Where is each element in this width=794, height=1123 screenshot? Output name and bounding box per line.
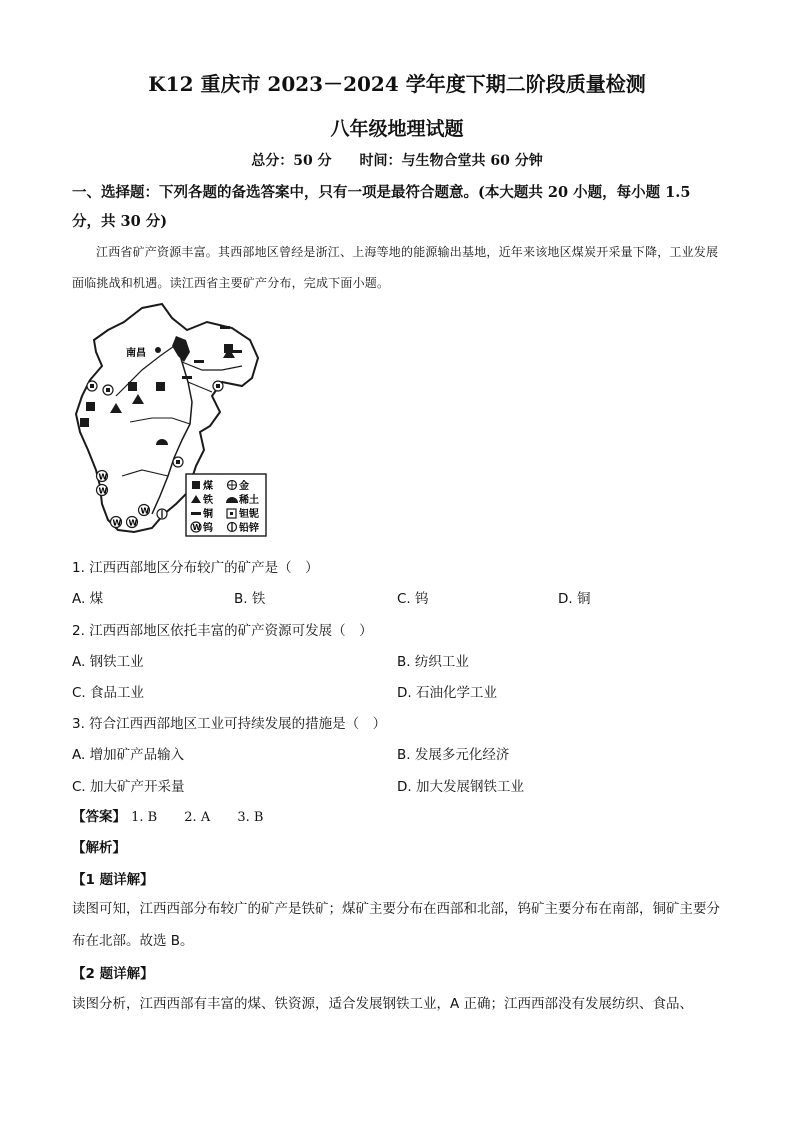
tantalum-niobium-icon	[227, 509, 236, 518]
coal-icon	[192, 481, 200, 489]
q1-option-b: B. 铁	[234, 591, 266, 607]
q2-option-a: A. 钢铁工业	[72, 654, 144, 670]
q2-option-b: B. 纺织工业	[397, 654, 469, 670]
svg-text:W: W	[98, 472, 108, 482]
svg-text:W: W	[140, 506, 150, 516]
tantalum-niobium-icon	[87, 381, 97, 391]
q3-option-c: C. 加大矿产开采量	[72, 779, 185, 795]
q3-option-a: A. 增加矿产品输入	[72, 747, 185, 763]
legend-lead-zinc-label: 铅锌	[239, 523, 259, 534]
question-intro: 江西省矿产资源丰富。其西部地区曾经是浙江、上海等地的能源输出基地，近年来该地区煤炭开采量下降，工业发展面临挑战和机遇。读江西省主要矿产分布，完成下面小题。	[72, 245, 719, 290]
tungsten-icon	[191, 522, 202, 532]
tungsten-icon	[97, 485, 108, 496]
legend-gold-label: 金	[239, 481, 249, 492]
answer-line	[72, 805, 263, 825]
exam-meta: 总分：50 分 时间：与生物合堂共 60 分钟	[251, 153, 543, 169]
question-1-stem: 1. 江西西部地区分布较广的矿产是（ ）	[72, 560, 319, 576]
copper-icon	[191, 512, 201, 515]
coal-icon	[156, 382, 165, 391]
legend-rare-earth-label: 稀土	[239, 495, 259, 506]
svg-text:W: W	[98, 486, 108, 496]
svg-text:W: W	[192, 523, 201, 532]
answer-3: 3. B	[237, 810, 264, 825]
copper-icon	[232, 350, 242, 353]
coal-icon	[128, 382, 137, 391]
q2-detail-text: 读图分析，江西西部有丰富的煤、铁资源，适合发展钢铁工业，A 正确；江西西部没有发展纺织、食品、	[72, 996, 694, 1012]
tungsten-icon	[97, 471, 108, 482]
city-label: 南昌	[126, 348, 146, 359]
q3-option-b: B. 发展多元化经济	[397, 747, 510, 763]
q1-option-c: C. 钨	[397, 591, 429, 607]
legend-tantalum-label: 钽铌	[239, 509, 259, 520]
tantalum-niobium-icon	[173, 457, 183, 467]
tantalum-niobium-icon	[213, 381, 223, 391]
q2-option-c: C. 食品工业	[72, 685, 145, 701]
lead-zinc-icon	[228, 523, 237, 532]
jiangxi-mineral-map	[72, 300, 272, 540]
copper-icon	[194, 360, 204, 363]
q3-option-d: D. 加大发展钢铁工业	[397, 779, 524, 795]
analysis-tag: 【解析】	[72, 840, 126, 856]
q2-option-d: D. 石油化学工业	[397, 685, 497, 701]
q1-detail-text: 读图可知，江西西部分布较广的矿产是铁矿；煤矿主要分布在西部和北部，钨矿主要分布在南部，铜矿主要分布在北部。故选 B。	[72, 901, 720, 949]
q1-option-d: D. 铜	[558, 591, 591, 607]
coal-icon	[80, 418, 89, 427]
section-heading: 一、选择题：下列各题的备选答案中，只有一项是最符合题意。(本大题共 20 小题，每小题 1.5 分，共 30 分)	[72, 184, 691, 230]
city-dot	[155, 347, 161, 353]
coal-icon	[86, 402, 95, 411]
svg-text:W: W	[112, 518, 122, 528]
q1-detail-tag: 【1 题详解】	[72, 872, 154, 888]
exam-subject: 八年级地理试题	[330, 118, 464, 140]
exam-title: K12 重庆市 2023－2024 学年度下期二阶段质量检测	[148, 72, 646, 96]
question-3-stem: 3. 符合江西西部地区工业可持续发展的措施是（ ）	[72, 716, 387, 732]
copper-icon	[220, 326, 230, 329]
answer-2: 2. A	[184, 810, 211, 825]
legend-tungsten-label: 钨	[203, 523, 213, 534]
legend-copper-label: 铜	[203, 509, 213, 520]
q2-detail-tag: 【2 题详解】	[72, 966, 154, 982]
tungsten-icon	[139, 505, 150, 516]
tungsten-icon	[111, 517, 122, 528]
answer-tag: 【答案】	[72, 809, 126, 825]
svg-text:W: W	[128, 518, 138, 528]
gold-icon	[228, 481, 237, 490]
answer-1: 1. B	[131, 810, 158, 825]
tungsten-icon	[127, 517, 138, 528]
map-legend	[186, 474, 266, 536]
legend-coal-label: 煤	[203, 481, 213, 492]
lead-zinc-icon	[157, 509, 167, 519]
tantalum-niobium-icon	[103, 385, 113, 395]
copper-icon	[182, 376, 192, 379]
q1-option-a: A. 煤	[72, 591, 104, 607]
question-2-stem: 2. 江西西部地区依托丰富的矿产资源可发展（ ）	[72, 623, 373, 639]
legend-iron-label: 铁	[203, 495, 213, 506]
